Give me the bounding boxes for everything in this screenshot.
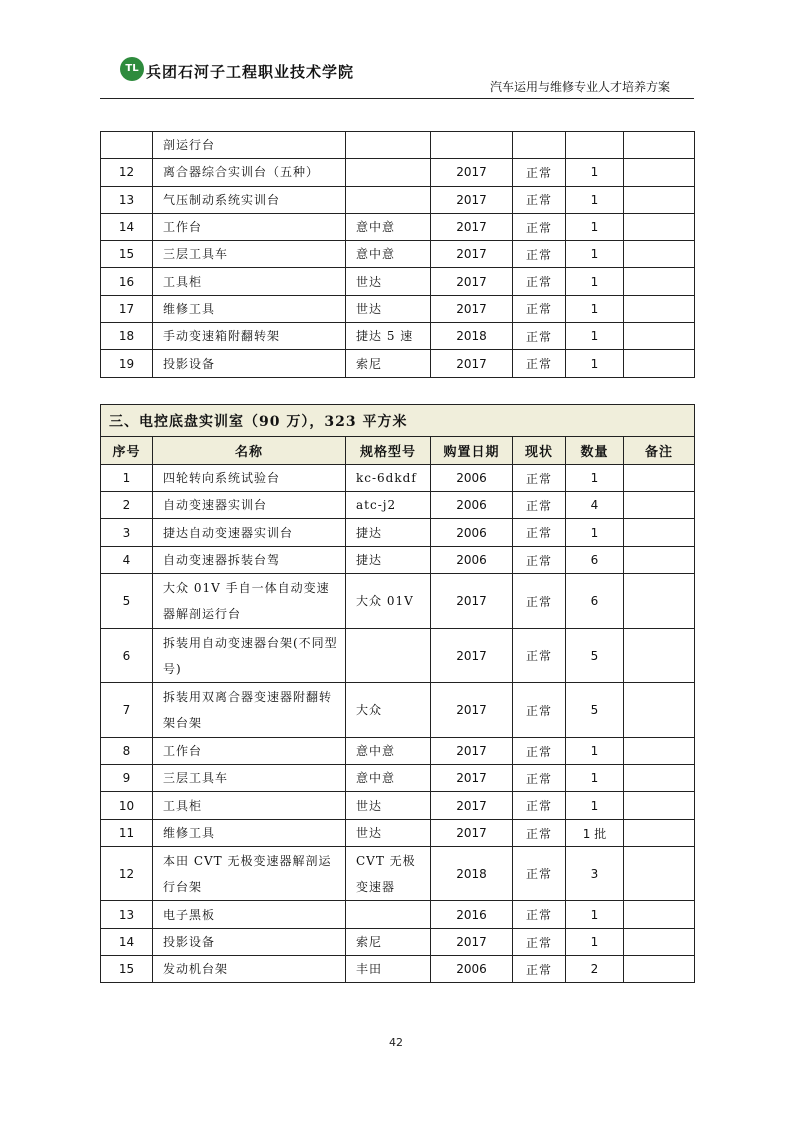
cell-model: 捷达: [346, 547, 431, 574]
cell-no: 8: [101, 738, 153, 765]
cell-date: 2017: [431, 574, 513, 629]
cell-no: 15: [101, 241, 153, 268]
school-logo-icon: TL: [120, 57, 144, 81]
cell-qty: 1: [566, 213, 624, 240]
table-row: [101, 295, 695, 322]
cell-date: 2017: [431, 213, 513, 240]
cell-no: 12: [101, 847, 153, 901]
table-row: [101, 956, 695, 983]
cell-no: 4: [101, 547, 153, 574]
cell-model: 意中意: [346, 738, 431, 765]
page-header: [100, 52, 694, 99]
cell-qty: 5: [566, 629, 624, 683]
cell-qty: 1: [566, 929, 624, 956]
cell-status: 正常: [513, 213, 566, 240]
cell-qty: 1: [566, 159, 624, 186]
cell-no: 16: [101, 268, 153, 295]
cell-status: 正常: [513, 847, 566, 901]
cell-date: 2017: [431, 765, 513, 792]
cell-name: 捷达自动变速器实训台: [153, 519, 346, 547]
table-row: [101, 629, 695, 683]
table-row: [101, 574, 695, 629]
cell-no: 13: [101, 186, 153, 213]
equipment-table-continued: [100, 131, 695, 378]
cell-model: 大众: [346, 683, 431, 738]
cell-date: 2017: [431, 738, 513, 765]
cell-no: 17: [101, 295, 153, 322]
cell-date: 2017: [431, 629, 513, 683]
col-header-qty: 数量: [566, 437, 624, 465]
table-row: [101, 132, 695, 159]
cell-date: 2017: [431, 241, 513, 268]
cell-name: 维修工具: [153, 295, 346, 322]
cell-date: 2016: [431, 901, 513, 929]
cell-name: 三层工具车: [153, 241, 346, 268]
cell-status: 正常: [513, 547, 566, 574]
cell-no: 10: [101, 792, 153, 820]
cell-status: 正常: [513, 350, 566, 377]
cell-date: 2017: [431, 295, 513, 322]
cell-date: 2006: [431, 519, 513, 547]
cell-date: 2006: [431, 547, 513, 574]
table-row: [101, 820, 695, 847]
cell-note: [624, 159, 695, 186]
cell-model: 索尼: [346, 929, 431, 956]
cell-status: 正常: [513, 683, 566, 738]
cell-model: 世达: [346, 268, 431, 295]
table-row: [101, 519, 695, 547]
cell-no: 12: [101, 159, 153, 186]
cell-qty: 1 批: [566, 820, 624, 847]
cell-no: 18: [101, 323, 153, 350]
document-title: 汽车运用与维修专业人才培养方案: [489, 80, 670, 94]
cell-note: [624, 901, 695, 929]
cell-name: 自动变速器拆装台驾: [153, 547, 346, 574]
cell-no: 5: [101, 574, 153, 629]
cell-qty: 2: [566, 956, 624, 983]
cell-model: [346, 629, 431, 683]
cell-qty: 1: [566, 323, 624, 350]
cell-date: 2018: [431, 323, 513, 350]
cell-model: 索尼: [346, 350, 431, 377]
table2-body: [101, 405, 695, 983]
cell-name: 工作台: [153, 213, 346, 240]
cell-qty: 1: [566, 350, 624, 377]
table-row: [101, 547, 695, 574]
table-row: [101, 792, 695, 820]
cell-date: 2017: [431, 268, 513, 295]
cell-model: 世达: [346, 820, 431, 847]
col-header-no: 序号: [101, 437, 153, 465]
table-row: [101, 213, 695, 240]
table-row: [101, 847, 695, 901]
col-header-name: 名称: [153, 437, 346, 465]
cell-name: 电子黑板: [153, 901, 346, 929]
cell-name: 工具柜: [153, 792, 346, 820]
table-row: [101, 765, 695, 792]
cell-status: 正常: [513, 738, 566, 765]
cell-note: [624, 465, 695, 492]
cell-model: 捷达 5 速: [346, 323, 431, 350]
cell-note: [624, 519, 695, 547]
cell-name: 拆装用自动变速器台架(不同型号): [153, 629, 346, 683]
cell-status: 正常: [513, 186, 566, 213]
table-row: [101, 241, 695, 268]
col-header-model: 规格型号: [346, 437, 431, 465]
cell-no: 15: [101, 956, 153, 983]
cell-qty: 1: [566, 519, 624, 547]
cell-note: [624, 323, 695, 350]
cell-model: [346, 132, 431, 159]
cell-note: [624, 295, 695, 322]
cell-no: 9: [101, 765, 153, 792]
table-row: [101, 683, 695, 738]
table-row: [101, 323, 695, 350]
table-row: [101, 159, 695, 186]
cell-note: [624, 350, 695, 377]
cell-no: 2: [101, 492, 153, 519]
col-header-note: 备注: [624, 437, 695, 465]
cell-note: [624, 847, 695, 901]
cell-date: 2017: [431, 683, 513, 738]
cell-model: 世达: [346, 295, 431, 322]
col-header-date: 购置日期: [431, 437, 513, 465]
cell-name: 维修工具: [153, 820, 346, 847]
cell-qty: 1: [566, 465, 624, 492]
cell-date: 2006: [431, 465, 513, 492]
cell-note: [624, 186, 695, 213]
cell-name: 剖运行台: [153, 132, 346, 159]
table-row: [101, 929, 695, 956]
cell-date: 2017: [431, 820, 513, 847]
cell-qty: [566, 132, 624, 159]
cell-name: 大众 01V 手自一体自动变速器解剖运行台: [153, 574, 346, 629]
cell-note: [624, 929, 695, 956]
cell-model: [346, 186, 431, 213]
cell-no: 7: [101, 683, 153, 738]
cell-no: 1: [101, 465, 153, 492]
cell-qty: 1: [566, 901, 624, 929]
cell-name: 离合器综合实训台（五种）: [153, 159, 346, 186]
cell-note: [624, 629, 695, 683]
cell-status: 正常: [513, 268, 566, 295]
cell-name: 投影设备: [153, 929, 346, 956]
cell-date: 2017: [431, 159, 513, 186]
cell-status: 正常: [513, 241, 566, 268]
section-title: 三、电控底盘实训室（90 万），323 平方米: [101, 405, 695, 437]
cell-status: [513, 132, 566, 159]
cell-model: kc-6dkdf: [346, 465, 431, 492]
cell-status: 正常: [513, 792, 566, 820]
cell-note: [624, 132, 695, 159]
table-row: [101, 350, 695, 377]
cell-note: [624, 738, 695, 765]
cell-qty: 1: [566, 738, 624, 765]
cell-no: 3: [101, 519, 153, 547]
cell-name: 气压制动系统实训台: [153, 186, 346, 213]
cell-status: 正常: [513, 765, 566, 792]
col-header-status: 现状: [513, 437, 566, 465]
cell-note: [624, 683, 695, 738]
table-row: [101, 186, 695, 213]
cell-model: 丰田: [346, 956, 431, 983]
cell-name: 自动变速器实训台: [153, 492, 346, 519]
cell-status: 正常: [513, 295, 566, 322]
cell-no: 19: [101, 350, 153, 377]
cell-qty: 6: [566, 547, 624, 574]
cell-note: [624, 956, 695, 983]
cell-name: 发动机台架: [153, 956, 346, 983]
cell-status: 正常: [513, 492, 566, 519]
cell-qty: 1: [566, 186, 624, 213]
cell-model: [346, 901, 431, 929]
cell-no: 14: [101, 929, 153, 956]
cell-status: 正常: [513, 629, 566, 683]
table-row: [101, 901, 695, 929]
cell-qty: 4: [566, 492, 624, 519]
cell-date: 2006: [431, 492, 513, 519]
cell-no: 13: [101, 901, 153, 929]
table-row: [101, 738, 695, 765]
cell-qty: 1: [566, 765, 624, 792]
page-number: 42: [389, 1036, 403, 1049]
cell-status: 正常: [513, 159, 566, 186]
cell-note: [624, 213, 695, 240]
cell-model: atc-j2: [346, 492, 431, 519]
cell-no: 6: [101, 629, 153, 683]
table-row: [101, 492, 695, 519]
cell-note: [624, 547, 695, 574]
cell-model: 意中意: [346, 213, 431, 240]
cell-qty: 1: [566, 241, 624, 268]
cell-no: 11: [101, 820, 153, 847]
cell-qty: 3: [566, 847, 624, 901]
cell-date: 2006: [431, 956, 513, 983]
cell-note: [624, 765, 695, 792]
cell-no: [101, 132, 153, 159]
cell-status: 正常: [513, 519, 566, 547]
cell-note: [624, 268, 695, 295]
cell-name: 投影设备: [153, 350, 346, 377]
cell-name: 工具柜: [153, 268, 346, 295]
cell-qty: 5: [566, 683, 624, 738]
cell-status: 正常: [513, 323, 566, 350]
cell-model: 世达: [346, 792, 431, 820]
header-row: [101, 437, 695, 465]
cell-name: 本田 CVT 无极变速器解剖运行台架: [153, 847, 346, 901]
section-title-row: [101, 405, 695, 437]
cell-name: 四轮转向系统试验台: [153, 465, 346, 492]
cell-status: 正常: [513, 901, 566, 929]
cell-date: 2018: [431, 847, 513, 901]
cell-model: [346, 159, 431, 186]
cell-qty: 1: [566, 792, 624, 820]
cell-date: 2017: [431, 929, 513, 956]
cell-name: 三层工具车: [153, 765, 346, 792]
cell-note: [624, 574, 695, 629]
cell-name: 拆装用双离合器变速器附翻转架台架: [153, 683, 346, 738]
cell-status: 正常: [513, 929, 566, 956]
cell-note: [624, 792, 695, 820]
cell-status: 正常: [513, 820, 566, 847]
table-row: [101, 268, 695, 295]
cell-model: 大众 01V: [346, 574, 431, 629]
cell-model: 捷达: [346, 519, 431, 547]
cell-note: [624, 492, 695, 519]
cell-qty: 1: [566, 268, 624, 295]
cell-note: [624, 241, 695, 268]
cell-date: 2017: [431, 792, 513, 820]
cell-note: [624, 820, 695, 847]
cell-name: 手动变速箱附翻转架: [153, 323, 346, 350]
table-row: [101, 465, 695, 492]
cell-date: 2017: [431, 186, 513, 213]
electronic-chassis-lab-table: [100, 404, 695, 983]
school-name: 兵团石河子工程职业技术学院: [146, 63, 355, 81]
cell-no: 14: [101, 213, 153, 240]
cell-status: 正常: [513, 465, 566, 492]
cell-model: 意中意: [346, 765, 431, 792]
cell-model: CVT 无极变速器: [346, 847, 431, 901]
cell-status: 正常: [513, 574, 566, 629]
table1-body: [101, 132, 695, 378]
cell-date: [431, 132, 513, 159]
cell-date: 2017: [431, 350, 513, 377]
cell-qty: 1: [566, 295, 624, 322]
cell-qty: 6: [566, 574, 624, 629]
cell-status: 正常: [513, 956, 566, 983]
cell-name: 工作台: [153, 738, 346, 765]
cell-model: 意中意: [346, 241, 431, 268]
